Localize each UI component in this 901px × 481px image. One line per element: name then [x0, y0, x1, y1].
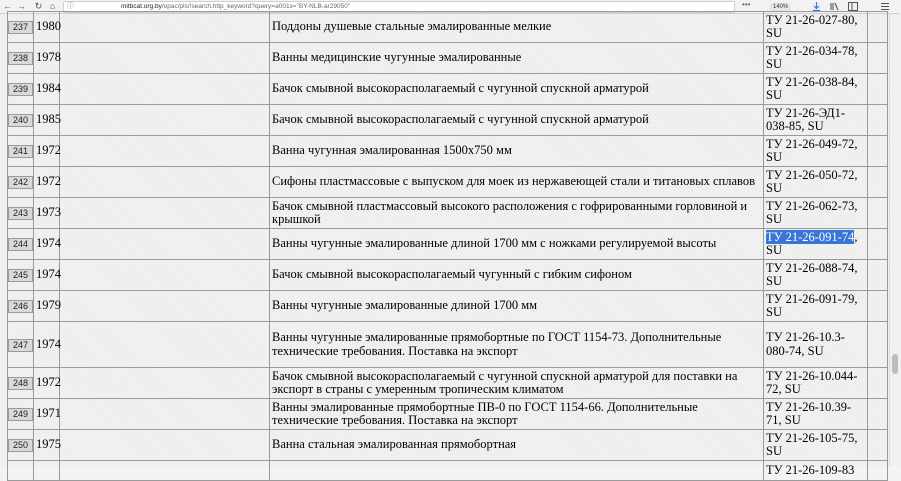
empty-cell — [60, 12, 270, 43]
standard-code-cell: ТУ 21-26-10.39-71, SU — [764, 399, 868, 430]
table-row — [8, 12, 888, 43]
table-row — [8, 105, 888, 136]
year-cell: 1978 — [34, 43, 60, 74]
row-number-button[interactable]: 247 — [8, 339, 33, 352]
title-cell: Сифоны пластмассовые с выпуском для моек из нержавеющей стали и титановых сплавов — [270, 167, 764, 198]
library-icon[interactable] — [830, 2, 840, 11]
selected-text[interactable]: ТУ 21-26-091-74 — [766, 229, 855, 244]
row-number-cell — [8, 74, 34, 105]
year-cell — [34, 461, 60, 481]
forward-arrow-icon[interactable]: → — [17, 1, 26, 11]
year-cell: 1975 — [34, 430, 60, 461]
empty-cell — [60, 229, 270, 260]
standard-code-cell: ТУ 21-26-105-75, SU — [764, 430, 868, 461]
empty-cell — [60, 167, 270, 198]
title-cell: Ванны чугунные эмалированные прямобортные по ГОСТ 1154-73. Дополнительные технические требования. Поставка на экспорт — [270, 322, 764, 368]
page-actions-icon[interactable]: ••• — [742, 0, 751, 9]
year-cell: 1972 — [34, 368, 60, 399]
row-number-button[interactable]: 242 — [8, 176, 33, 189]
empty-cell — [868, 399, 888, 430]
year-cell: 1972 — [34, 167, 60, 198]
empty-cell — [60, 198, 270, 229]
back-arrow-icon[interactable]: ← — [3, 1, 12, 11]
title-cell: Бачок смывной пластмассовый высокого расположения с гофрированными горловиной и крышкой — [270, 198, 764, 229]
standard-code-cell: ТУ 21-26-ЭД1-038-85, SU — [764, 105, 868, 136]
empty-cell — [60, 322, 270, 368]
row-number-cell — [8, 260, 34, 291]
empty-cell — [868, 291, 888, 322]
empty-cell — [60, 368, 270, 399]
home-icon[interactable]: ⌂ — [49, 1, 56, 11]
menu-icon[interactable] — [880, 2, 890, 11]
table-row — [8, 291, 888, 322]
row-number-cell — [8, 368, 34, 399]
empty-cell — [868, 322, 888, 368]
row-number-button[interactable]: 238 — [8, 52, 33, 65]
info-icon[interactable]: ⓘ — [67, 3, 74, 10]
row-number-cell — [8, 229, 34, 260]
empty-cell — [868, 461, 888, 481]
url-path: /opac/pls/!search.http_keyword?query=a001s="BY-NLB-ar29050" — [161, 3, 351, 10]
standard-code-cell: ТУ 21-26-10.3-080-74, SU — [764, 322, 868, 368]
title-cell: Бачок смывной высокорасполагаемый с чугунной спускной арматурой — [270, 105, 764, 136]
title-cell: Бачок смывной высокорасполагаемый с чугунной спускной арматурой — [270, 74, 764, 105]
row-number-cell — [8, 43, 34, 74]
table-row — [8, 136, 888, 167]
empty-cell — [60, 399, 270, 430]
year-cell: 1979 — [34, 291, 60, 322]
table-row — [8, 260, 888, 291]
title-cell: Ванны медицинские чугунные эмалированные — [270, 43, 764, 74]
year-cell: 1971 — [34, 399, 60, 430]
results-body — [8, 12, 888, 481]
row-number-button[interactable]: 243 — [8, 207, 33, 220]
standard-code-cell: ТУ 21-26-049-72, SU — [764, 136, 868, 167]
standard-code-cell: ТУ 21-26-027-80, SU — [764, 12, 868, 43]
row-number-cell — [8, 399, 34, 430]
table-row — [8, 74, 888, 105]
table-row — [8, 167, 888, 198]
table-row — [8, 229, 888, 260]
reader-icon[interactable] — [848, 2, 858, 11]
table-row — [8, 399, 888, 430]
zoom-indicator[interactable]: 140% — [770, 3, 791, 11]
row-number-cell — [8, 322, 34, 368]
year-cell: 1974 — [34, 260, 60, 291]
empty-cell — [868, 12, 888, 43]
standard-code-cell: ТУ 21-26-050-72, SU — [764, 167, 868, 198]
row-number-button[interactable]: 244 — [8, 238, 33, 251]
standard-code-cell: ТУ 21-26-091-79, SU — [764, 291, 868, 322]
row-number-button[interactable]: 237 — [8, 21, 33, 34]
title-cell: Бачок смывной высокорасполагаемый с чугунной спускной арматурой для поставки на экспорт в страны с умеренным тропическим климатом — [270, 368, 764, 399]
table-row — [8, 368, 888, 399]
standard-code-cell: ТУ 21-26-10.044-72, SU — [764, 368, 868, 399]
standard-code-cell: ТУ 21-26-062-73, SU — [764, 198, 868, 229]
empty-cell — [60, 260, 270, 291]
empty-cell — [868, 74, 888, 105]
year-cell: 1974 — [34, 229, 60, 260]
row-number-button[interactable]: 246 — [8, 300, 33, 313]
scrollbar-thumb[interactable] — [892, 354, 898, 374]
empty-cell — [868, 430, 888, 461]
standard-code-cell — [764, 229, 868, 260]
row-number-button[interactable]: 245 — [8, 269, 33, 282]
code-suffix: , SU — [766, 229, 858, 257]
empty-cell — [868, 198, 888, 229]
table-row — [8, 461, 888, 481]
table-row — [8, 198, 888, 229]
table-row — [8, 43, 888, 74]
row-number-cell — [8, 105, 34, 136]
results-table — [7, 11, 888, 481]
empty-cell — [868, 229, 888, 260]
row-number-cell — [8, 167, 34, 198]
empty-cell — [60, 136, 270, 167]
year-cell: 1972 — [34, 136, 60, 167]
year-cell: 1985 — [34, 105, 60, 136]
row-number-cell — [8, 291, 34, 322]
empty-cell — [868, 368, 888, 399]
download-icon[interactable] — [812, 2, 821, 11]
empty-cell — [60, 291, 270, 322]
reload-icon[interactable]: ↻ — [34, 1, 43, 11]
empty-cell — [60, 461, 270, 481]
year-cell: 1984 — [34, 74, 60, 105]
title-cell — [270, 461, 764, 481]
empty-cell — [868, 43, 888, 74]
row-number-cell — [8, 136, 34, 167]
standard-code-cell: ТУ 21-26-109-83 — [764, 461, 868, 481]
row-number-button[interactable]: 249 — [8, 408, 33, 421]
empty-cell — [60, 105, 270, 136]
title-cell: Ванны чугунные эмалированные длиной 1700 мм с ножками регулируемой высоты — [270, 229, 764, 260]
empty-cell — [60, 43, 270, 74]
table-row — [8, 322, 888, 368]
url-domain: mitbcat.org.by — [121, 3, 162, 10]
empty-cell — [868, 167, 888, 198]
empty-cell — [868, 260, 888, 291]
title-cell: Ванна стальная эмалированная прямобортная — [270, 430, 764, 461]
standard-code-cell: ТУ 21-26-088-74, SU — [764, 260, 868, 291]
empty-cell — [60, 430, 270, 461]
empty-cell — [60, 74, 270, 105]
standard-code-cell: ТУ 21-26-034-78, SU — [764, 43, 868, 74]
year-cell: 1980 — [34, 12, 60, 43]
row-number-button[interactable]: 250 — [8, 439, 33, 452]
page-content — [0, 12, 889, 477]
year-cell: 1974 — [34, 322, 60, 368]
row-number-button[interactable]: 241 — [8, 145, 33, 158]
title-cell: Ванна чугунная эмалированная 1500х750 мм — [270, 136, 764, 167]
row-number-cell — [8, 430, 34, 461]
title-cell: Ванны эмалированные прямобортные ПВ-0 по ГОСТ 1154-66. Дополнительные технические требования. Поставка на экспорт — [270, 399, 764, 430]
vertical-scrollbar[interactable] — [889, 14, 901, 466]
row-number-button[interactable]: 239 — [8, 83, 33, 96]
title-cell: Ванны чугунные эмалированные длиной 1700 мм — [270, 291, 764, 322]
title-cell: Бачок смывной высокорасполагаемый чугунный с гибким сифоном — [270, 260, 764, 291]
row-number-button[interactable]: 240 — [8, 114, 33, 127]
row-number-button[interactable]: 248 — [8, 377, 33, 390]
row-number-cell — [8, 12, 34, 43]
year-cell: 1973 — [34, 198, 60, 229]
row-number-cell — [8, 461, 34, 481]
row-number-cell — [8, 198, 34, 229]
standard-code-cell: ТУ 21-26-038-84, SU — [764, 74, 868, 105]
table-row — [8, 430, 888, 461]
empty-cell — [868, 136, 888, 167]
title-cell: Поддоны душевые стальные эмалированные мелкие — [270, 12, 764, 43]
empty-cell — [868, 105, 888, 136]
